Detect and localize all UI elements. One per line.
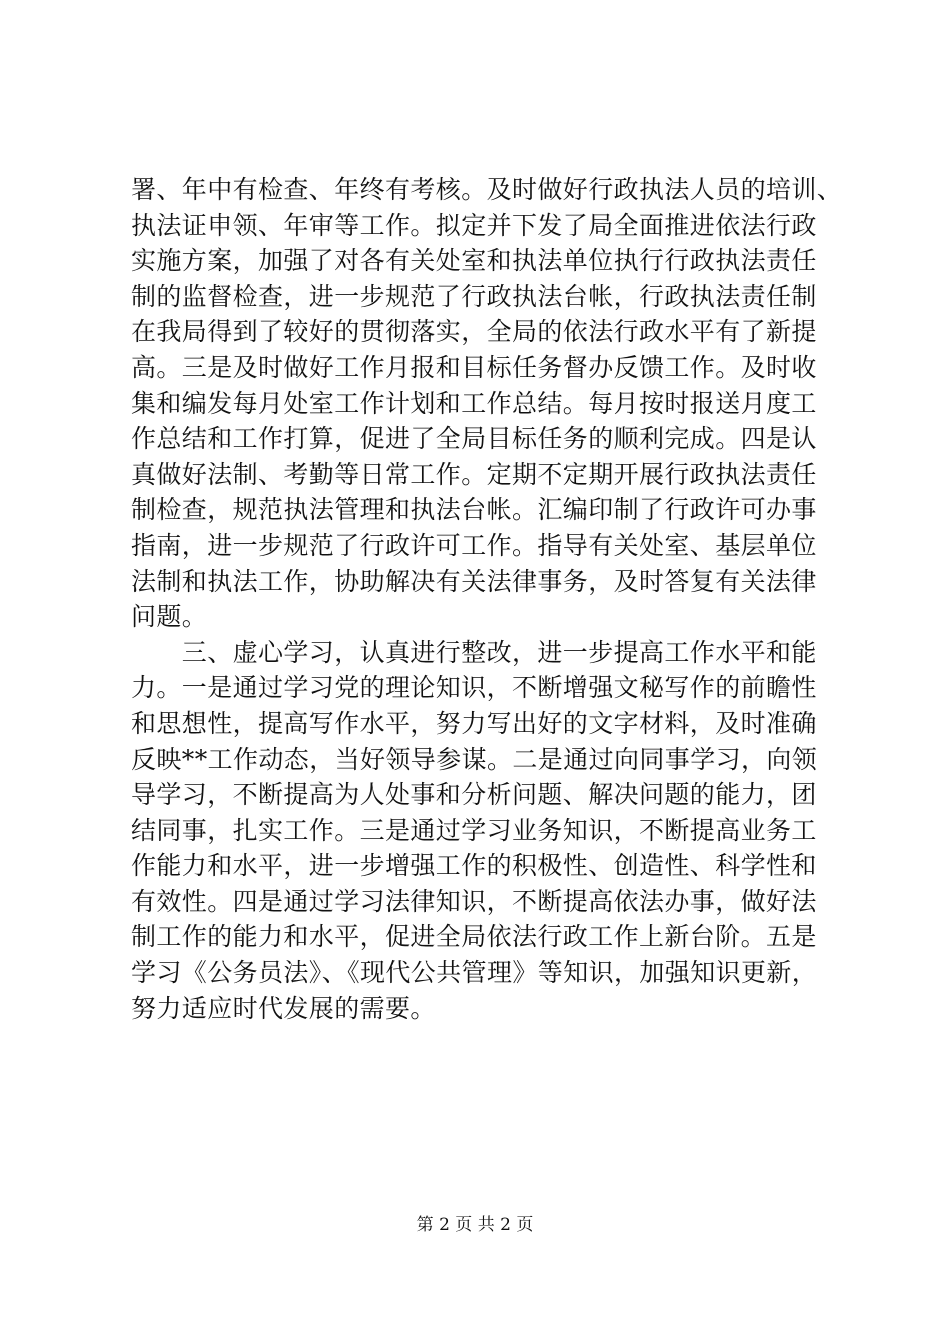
text-line: 高。三是及时做好工作月报和目标任务督办反馈工作。及时收 — [131, 352, 817, 382]
text-line: 学习《公务员法》、《现代公共管理》等知识，加强知识更新， — [131, 958, 818, 988]
text-line: 署、年中有检查、年终有考核。及时做好行政执法人员的培训、 — [131, 175, 843, 204]
text-line: 法制和执法工作，协助解决有关法律事务，及时答复有关法律 — [131, 566, 817, 596]
text-line: 制工作的能力和水平，促进全局依法行政工作上新台阶。五是 — [131, 922, 817, 952]
text-line: 努力适应时代发展的需要。 — [131, 993, 436, 1023]
text-line: 集和编发每月处室工作计划和工作总结。每月按时报送月度工 — [131, 388, 817, 418]
text-line: 实施方案，加强了对各有关处室和执法单位执行行政执法责任 — [131, 246, 817, 276]
text-line: 反映**工作动态，当好领导参谋。二是通过向同事学习，向领 — [131, 744, 818, 774]
text-line: 指南，进一步规范了行政许可工作。指导有关处室、基层单位 — [131, 530, 817, 560]
text-line: 问题。 — [131, 602, 208, 632]
text-line: 执法证申领、年审等工作。拟定并下发了局全面推进依法行政 — [131, 210, 817, 240]
text-line: 作总结和工作打算，促进了全局目标任务的顺利完成。四是认 — [131, 424, 817, 454]
text-line: 力。一是通过学习党的理论知识，不断增强文秘写作的前瞻性 — [131, 673, 817, 703]
page-number-label: 第 2 页 共 2 页 — [416, 1215, 534, 1235]
text-line: 三、虚心学习，认真进行整改，进一步提高工作水平和能 — [131, 637, 817, 667]
text-line: 有效性。四是通过学习法律知识，不断提高依法办事，做好法 — [131, 886, 817, 916]
text-line: 制的监督检查，进一步规范了行政执法台帐，行政执法责任制 — [131, 281, 817, 311]
text-line: 结同事，扎实工作。三是通过学习业务知识，不断提高业务工 — [131, 815, 817, 845]
page-footer — [0, 1213, 950, 1237]
text-line: 作能力和水平，进一步增强工作的积极性、创造性、科学性和 — [131, 851, 817, 881]
text-line: 和思想性，提高写作水平，努力写出好的文字材料，及时准确 — [131, 708, 817, 738]
text-line: 制检查，规范执法管理和执法台帐。汇编印制了行政许可办事 — [131, 495, 817, 525]
body-text — [131, 172, 843, 1026]
text-line: 在我局得到了较好的贯彻落实，全局的依法行政水平有了新提 — [131, 317, 817, 347]
text-line: 导学习，不断提高为人处事和分析问题、解决问题的能力，团 — [131, 780, 817, 810]
text-line: 真做好法制、考勤等日常工作。定期不定期开展行政执法责任 — [131, 459, 817, 489]
